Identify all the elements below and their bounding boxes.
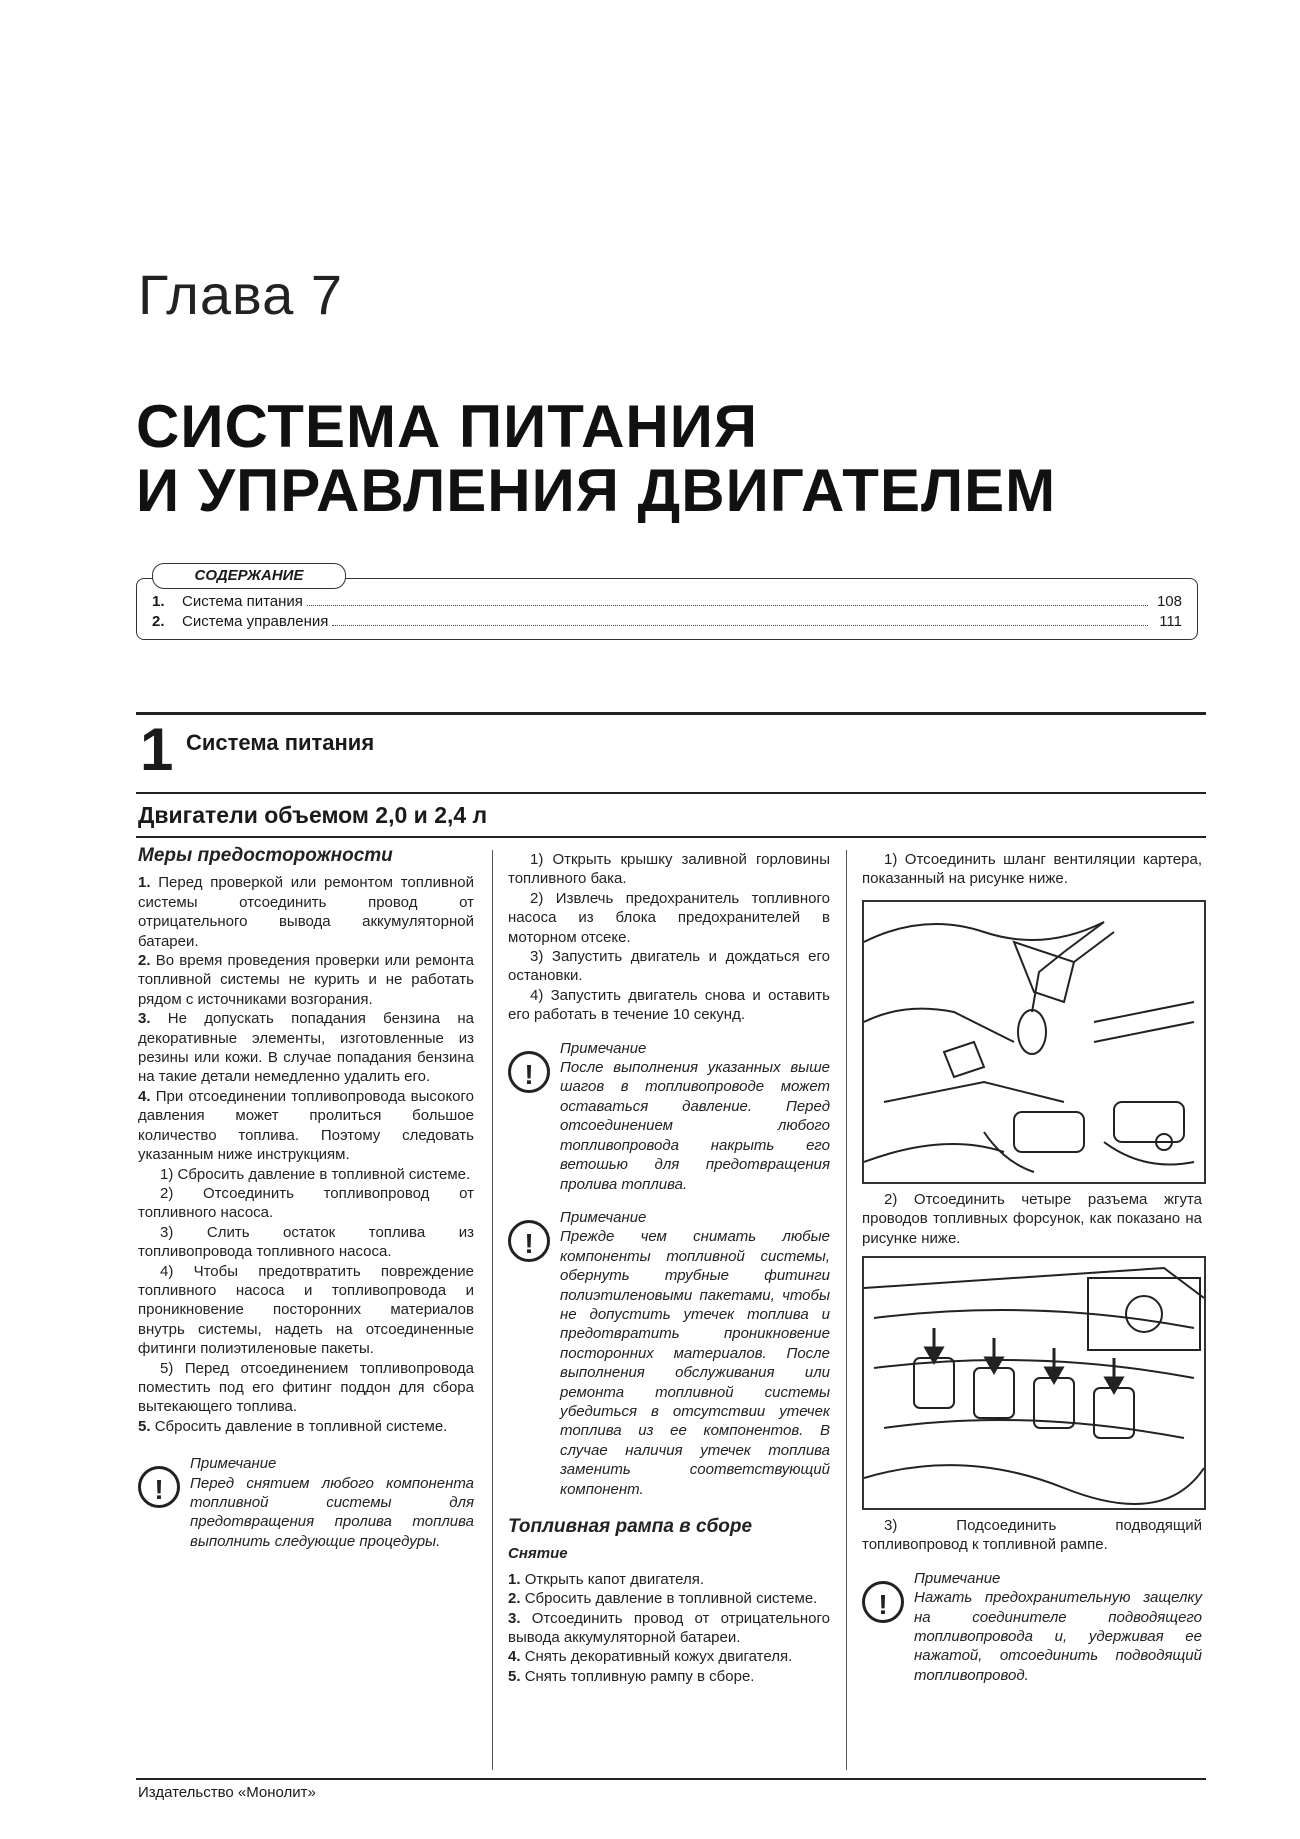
precautions-heading: Меры предосторожности: [138, 845, 393, 866]
step-text: 3) Слить остаток топлива из топливопровода топливного насоса.: [138, 1223, 474, 1261]
toc-item-number: 1.: [152, 593, 165, 610]
column-3-step3: [862, 1516, 1202, 1685]
item-number: 2.: [508, 1590, 521, 1608]
item-text: Открыть капот двигателя.: [524, 1570, 705, 1588]
column-2: [508, 850, 830, 1686]
toc-item-number: 2.: [152, 613, 165, 630]
note-block: [508, 1208, 830, 1499]
toc-item-label: Система управления: [182, 613, 329, 630]
item-text: При отсоединении топливопровода высокого давления может пролиться большое количество топлива. Поэтому следовать указанным ниже инструкциям.: [138, 1087, 475, 1164]
warning-exclamation-icon: !: [508, 1220, 550, 1262]
note-block: [862, 1569, 1202, 1685]
subsection-rule: [136, 836, 1206, 838]
step-text: 1) Сбросить давление в топливной системе.: [160, 1165, 471, 1183]
item-number: 3.: [138, 1010, 151, 1028]
item-text: Во время проведения проверки или ремонта топливной системы не курить и не работать рядом с источниками возгорания.: [138, 952, 475, 1008]
subsection-title: Двигатели объемом 2,0 и 2,4 л: [138, 802, 488, 828]
step-text: 3) Запустить двигатель и дождаться его остановки.: [508, 948, 830, 985]
step-text: 2) Извлечь предохранитель топливного насоса из блока предохранителей в моторном отсеке.: [508, 889, 830, 946]
column-3-step2: [862, 1190, 1202, 1248]
note-label: Примечание: [190, 1455, 277, 1473]
item-number: 3.: [508, 1609, 521, 1627]
note-block: [508, 1039, 830, 1194]
note-text: Перед снятием любого компонента топливной системы для предотвращения пролива топлива выполнить следующие процедуры.: [190, 1474, 474, 1550]
warning-exclamation-icon: !: [138, 1466, 180, 1508]
step-text: 1) Открыть крышку заливной горловины топливного бака.: [508, 851, 830, 888]
note-text: Нажать предохранительную защелку на соединителе подводящего топливопровода и, удерживая ее нажатой, отсоединить подводящий топливопровод.: [914, 1589, 1202, 1684]
section-rule: [136, 792, 1206, 794]
toc-item[interactable]: [152, 612, 1182, 630]
toc-heading: СОДЕРЖАНИЕ: [152, 563, 346, 589]
note-label: Примечание: [914, 1569, 1001, 1587]
toc-leader-dots: [307, 605, 1148, 606]
step-text: 4) Чтобы предотвратить повреждение топливного насоса и топливопровода и проникновение посторонних материалов внутрь системы, надеть на отсоединенные фитинги полиэтиленовые пакеты.: [138, 1262, 474, 1358]
footer-rule: [136, 1778, 1206, 1780]
item-number: 5.: [138, 1417, 151, 1435]
step-text: 2) Отсоединить четыре разъема жгута проводов топливных форсунок, как показано на рисунке ниже.: [862, 1191, 1202, 1247]
column-3: [862, 850, 1202, 889]
publisher-footer: Издательство «Монолит»: [138, 1784, 316, 1801]
step-text: 3) Подсоединить подводящий топливопровод к топливной рампе.: [862, 1517, 1202, 1554]
toc-item-page: 111: [1159, 613, 1182, 630]
item-text: Отсоединить провод от отрицательного вывода аккумуляторной батареи.: [508, 1609, 830, 1647]
toc-leader-dots: [332, 625, 1148, 626]
item-text: Снять топливную рампу в сборе.: [524, 1667, 755, 1685]
section-number: 1: [140, 716, 174, 783]
section-rule-top: [136, 712, 1206, 715]
step-text: 1) Отсоединить шланг вентиляции картера, показанный на рисунке ниже.: [862, 851, 1202, 888]
warning-exclamation-icon: !: [862, 1581, 904, 1623]
section-title: Система питания: [186, 730, 375, 755]
warning-exclamation-icon: !: [508, 1051, 550, 1093]
step-text: 4) Запустить двигатель снова и оставить его работать в течение 10 секунд.: [508, 986, 830, 1024]
item-text: Сбросить давление в топливной системе.: [524, 1590, 818, 1608]
column-divider: [492, 850, 493, 1770]
injector-connectors-illustration: [862, 1256, 1206, 1510]
toc-item[interactable]: [152, 592, 1182, 610]
chapter-title-line1: СИСТЕМА ПИТАНИЯ: [136, 393, 758, 460]
item-number: 1.: [508, 1570, 521, 1588]
step-text: 2) Отсоединить топливопровод от топливного насоса.: [138, 1184, 474, 1222]
column-divider: [846, 850, 847, 1770]
item-number: 2.: [138, 952, 151, 970]
toc-item-label: Система питания: [182, 593, 303, 610]
note-text: После выполнения указанных выше шагов в топливопроводе может оставаться давление. Перед отсоединением любого топливопровода накрыть его ветошью для предотвращения пролива топлива.: [560, 1059, 830, 1193]
item-text: Перед проверкой или ремонтом топливной системы отсоединить провод от отрицательного вывода аккумуляторной батареи.: [138, 874, 474, 950]
item-number: 4.: [138, 1087, 151, 1105]
chapter-title-line2: И УПРАВЛЕНИЯ ДВИГАТЕЛЕМ: [136, 457, 1057, 524]
item-text: Не допускать попадания бензина на декоративные элементы, изготовленные из резины или кожи. В случае попадания бензина на такие детали немедленно удалить его.: [138, 1010, 474, 1086]
note-text: Прежде чем снимать любые компоненты топливной системы, обернуть трубные фитинги полиэтиленовыми пакетами, чтобы не допустить утечек топлива и предотвратить проникновение посторонних материалов. После выполнения обслуживания или ремонта топливной системы убедиться в отсутствии утечек топлива из ее компонентов. В случае наличия утечек топлива заменить соответствующий компонент.: [560, 1228, 830, 1498]
step-text: 5) Перед отсоединением топливопровода поместить под его фитинг поддон для сбора вытекающего топлива.: [138, 1359, 474, 1416]
removal-subheading: Снятие: [508, 1545, 568, 1563]
item-number: 1.: [138, 874, 151, 892]
item-text: Сбросить давление в топливной системе.: [154, 1417, 448, 1435]
note-label: Примечание: [560, 1208, 647, 1226]
item-text: Снять декоративный кожух двигателя.: [524, 1648, 793, 1666]
toc-item-page: 108: [1156, 593, 1182, 610]
note-block: [138, 1454, 474, 1551]
chapter-label: Глава 7: [138, 263, 343, 326]
column-1: [138, 846, 474, 1551]
item-number: 5.: [508, 1667, 521, 1685]
item-number: 4.: [508, 1648, 521, 1666]
engine-hose-illustration: [862, 900, 1206, 1184]
fuel-rail-heading: Топливная рампа в сборе: [508, 1516, 753, 1537]
note-label: Примечание: [560, 1039, 647, 1057]
